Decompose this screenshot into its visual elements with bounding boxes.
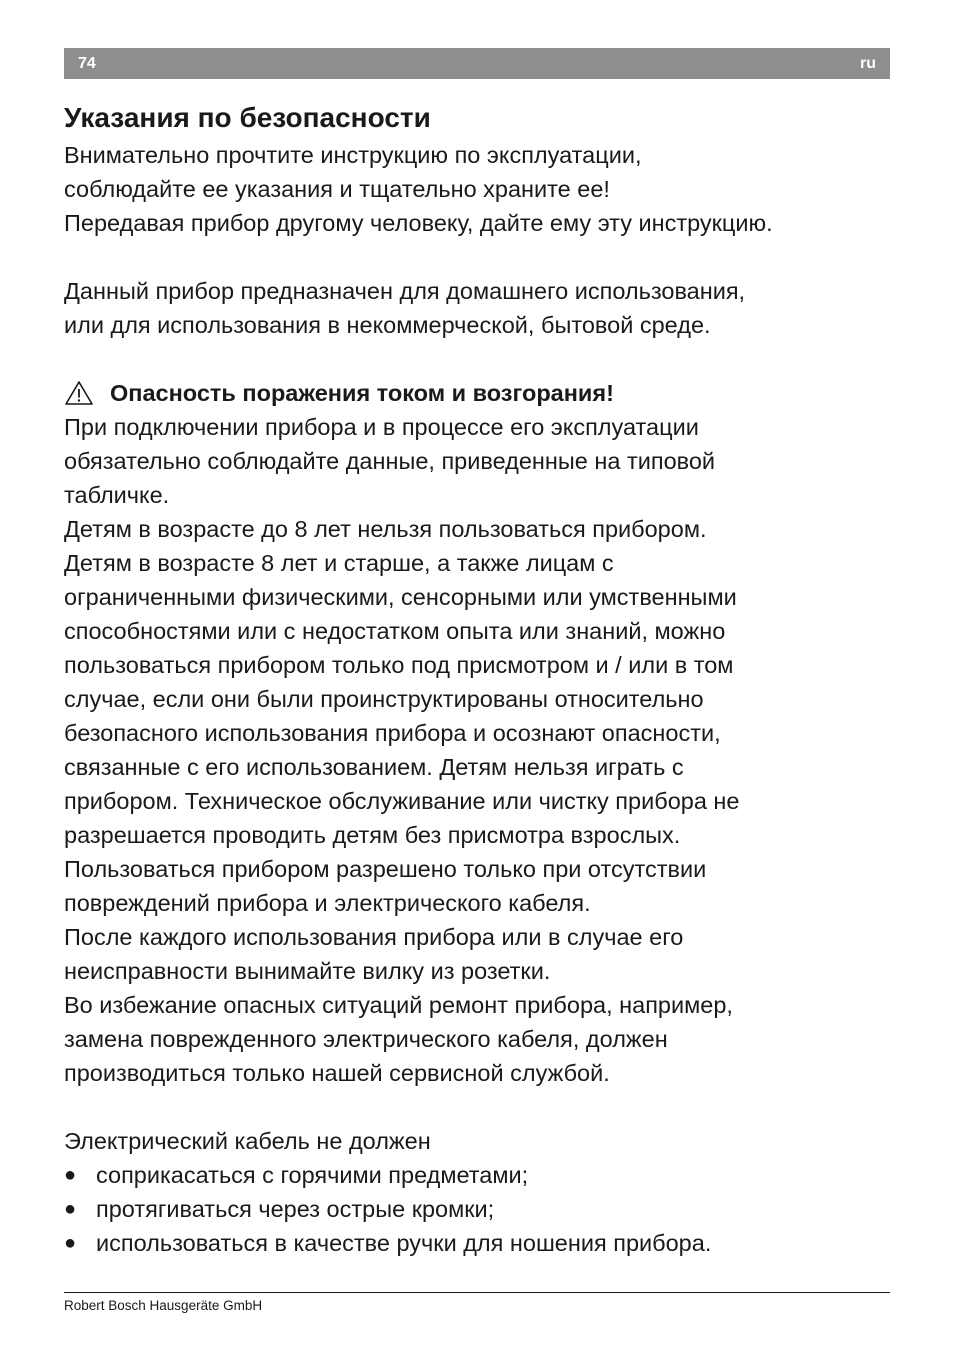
paragraph-gap (64, 342, 904, 376)
warning-line: прибором. Техническое обслуживание или чистку прибора не (64, 788, 740, 814)
paragraph-gap (64, 240, 904, 274)
warning-line: неисправности вынимайте вилку из розетки. (64, 958, 551, 984)
footer-company: Robert Bosch Hausgeräte GmbH (64, 1298, 263, 1313)
warning-line: При подключении прибора и в процессе его эксплуатации (64, 414, 699, 440)
list-item (64, 1192, 904, 1226)
warning-line: связанные с его использованием. Детям нельзя играть с (64, 754, 684, 780)
warning-line: способностями или с недостатком опыта или знаний, можно (64, 618, 726, 644)
warning-line: повреждений прибора и электрического кабеля. (64, 890, 591, 916)
intro-line: соблюдайте ее указания и тщательно храните ее! (64, 176, 610, 202)
intro-line: Передавая прибор другому человеку, дайте ему эту инструкцию. (64, 210, 773, 236)
bullet-icon: ● (64, 1232, 77, 1254)
warning-line: случае, если они были проинструктированы относительно (64, 686, 704, 712)
warning-line: табличке. (64, 482, 170, 508)
warning-triangle-icon (64, 376, 94, 410)
warning-line: Детям в возрасте до 8 лет нельзя пользоваться прибором. (64, 516, 707, 542)
page-content (64, 98, 904, 1260)
cable-bullet-list (64, 1158, 904, 1260)
list-item (64, 1226, 904, 1260)
bullet-text: протягиваться через острые кромки; (96, 1196, 495, 1222)
warning-line: обязательно соблюдайте данные, приведенные на типовой (64, 448, 716, 474)
warning-line: ограниченными физическими, сенсорными или умственными (64, 584, 737, 610)
warning-line: замена поврежденного электрического кабеля, должен (64, 1026, 668, 1052)
warning-line: безопасного использования прибора и осознают опасности, (64, 720, 721, 746)
purpose-paragraph (64, 274, 904, 342)
intro-line: Внимательно прочтите инструкцию по эксплуатации, (64, 142, 642, 168)
warning-heading-row (64, 376, 904, 410)
bullet-text: использоваться в качестве ручки для ношения прибора. (96, 1230, 712, 1256)
warning-line: После каждого использования прибора или в случае его (64, 924, 684, 950)
intro-paragraph (64, 138, 904, 240)
footer-divider (64, 1292, 890, 1293)
page-header-bar (64, 48, 890, 79)
bullet-icon: ● (64, 1164, 77, 1186)
warning-line: производиться только нашей сервисной службой. (64, 1060, 610, 1086)
warning-line: Во избежание опасных ситуаций ремонт прибора, например, (64, 992, 733, 1018)
warning-line: разрешается проводить детям без присмотра взрослых. (64, 822, 681, 848)
warning-line: Детям в возрасте 8 лет и старше, а также лицам с (64, 550, 614, 576)
bullet-icon: ● (64, 1198, 77, 1220)
list-item (64, 1158, 904, 1192)
warning-line: пользоваться прибором только под присмотром и / или в том (64, 652, 734, 678)
page-title: Указания по безопасности (64, 102, 431, 133)
purpose-line: или для использования в некоммерческой, бытовой среде. (64, 312, 711, 338)
purpose-line: Данный прибор предназначен для домашнего использования, (64, 278, 746, 304)
page-number: 74 (78, 54, 96, 72)
warning-paragraph (64, 410, 904, 1090)
paragraph-gap (64, 1090, 904, 1124)
language-code: ru (860, 54, 876, 72)
warning-line: Пользоваться прибором разрешено только при отсутствии (64, 856, 707, 882)
cable-intro: Электрический кабель не должен (64, 1128, 431, 1154)
bullet-text: соприкасаться с горячими предметами; (96, 1162, 529, 1188)
warning-heading: Опасность поражения током и возгорания! (110, 380, 614, 406)
